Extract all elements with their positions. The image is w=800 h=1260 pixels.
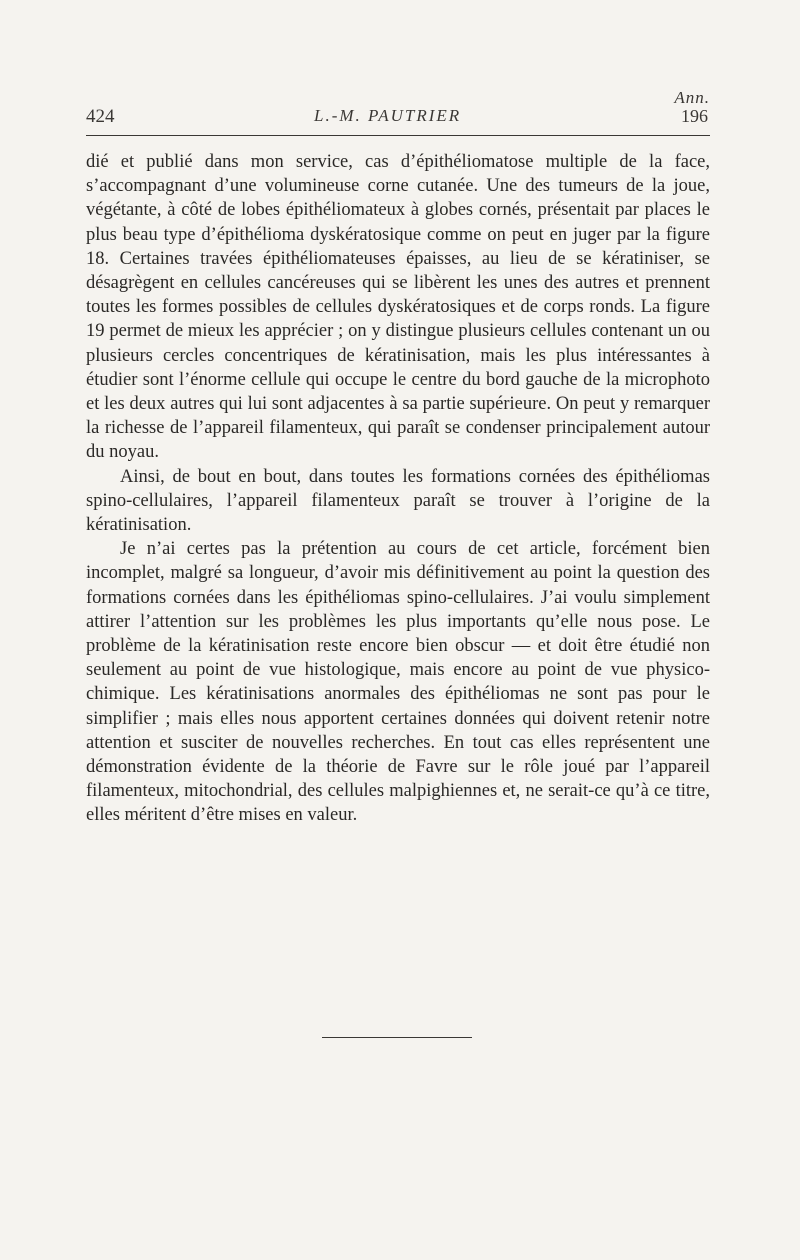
paragraph-continuation: dié et publié dans mon service, cas d’épithéliomatose multiple de la face, s’accompagnant d’une volumineuse corne cutanée. Une des tumeurs de la joue, végétante, à côté de lobes épithéliomateux à globes cornés, présentait par places le plus beau type d’épithélioma dyskératosique comme on peut en juger par la figure 18. Certaines travées épithéliomateuses épaisses, au lieu de se kératiniser, se désagrègent en cellules cancéreuses qui se libèrent les unes des autres et prennent toutes les formes possibles de cellules dyskératosiques et de corps ronds. La figure 19 permet de mieux les apprécier ; on y distingue plusieurs cellules contenant un ou plusieurs cercles concentriques de kératinisation, mais les plus intéressantes à étudier sont l’énorme cellule qui occupe le centre du bord gauche de la microphoto et les deux autres qui lui sont adjacentes à sa partie supérieure. On peut y remarquer la richesse de l’appareil filamenteux, qui paraît se condenser principalement autour du noyau.	[86, 152, 710, 463]
section-label: Ann.	[674, 88, 710, 107]
paragraph-ainsi: Ainsi, de bout en bout, dans toutes les formations cornées des épithéliomas spino-cellulaires, l’appareil filamenteux paraît se trouver à l’origine de la kératinisation.	[86, 466, 710, 536]
folio-number: 196	[681, 106, 708, 126]
author-running-title: L.-M. PAUTRIER	[314, 106, 462, 125]
body-text	[86, 150, 710, 828]
end-rule	[322, 1037, 472, 1038]
page-number: 424	[86, 106, 115, 127]
header-rule	[86, 135, 710, 136]
paragraph-conclusion: Je n’ai certes pas la prétention au cours de cet article, forcément bien incomplet, malgré sa longueur, d’avoir mis définitivement au point la question des formations cornées dans les épithéliomas spino-cellulaires. J’ai voulu simplement attirer l’attention sur les problèmes les plus importants qu’elle nous pose. Le problème de la kératinisation reste encore bien obscur — et doit être étudié non seulement au point de vue histologique, mais encore au point de vue physico-chimique. Les kératinisations anormales des épithéliomas ne sont pas pour le simplifier ; mais elles nous apportent certaines données qui doivent retenir notre attention et susciter de nouvelles recherches. En tout cas elles représentent une démonstration évidente de la théorie de Favre sur le rôle joué par l’appareil filamenteux, mitochondrial, des cellules malpighiennes et, ne serait-ce qu’à ce titre, elles méritent d’être mises en valeur.	[86, 539, 710, 826]
running-head	[86, 88, 710, 128]
